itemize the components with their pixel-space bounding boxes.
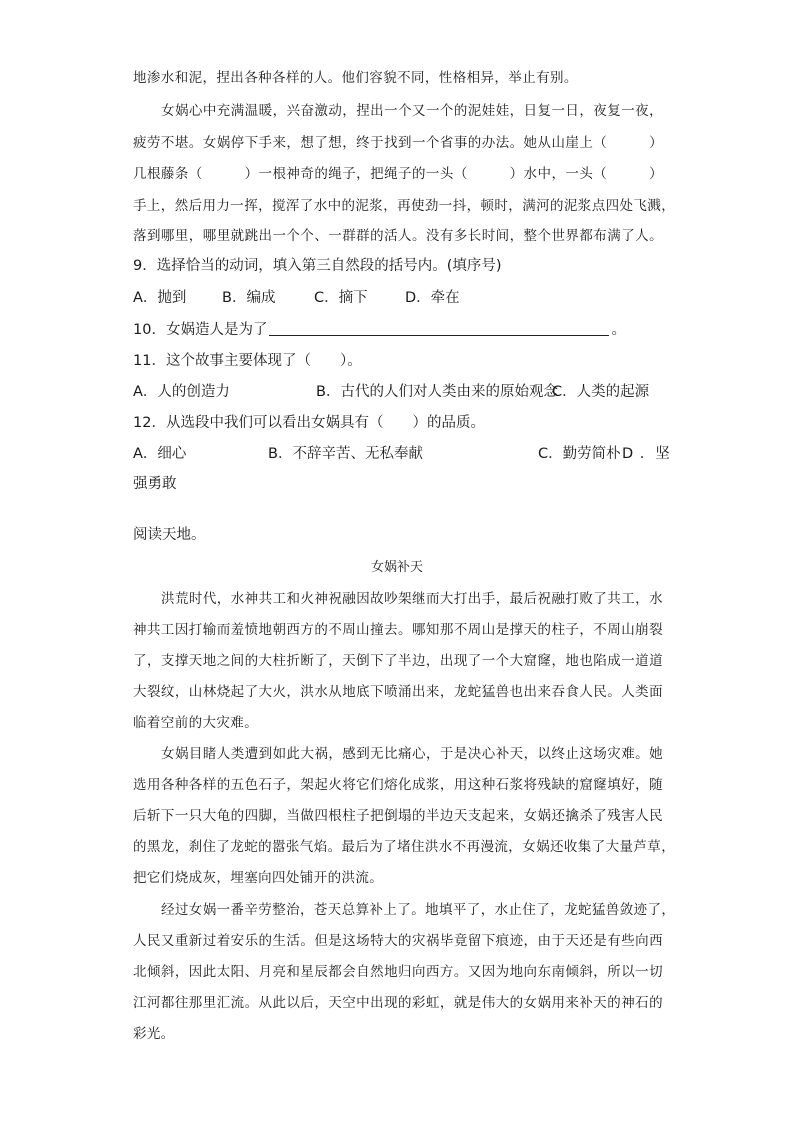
q11-option-a[interactable]: A．人的创造力 [133,384,230,400]
passage2-line: 江河都往那里汇流。从此以后，天空中出现的彩虹，就是伟大的女娲用来补天的神石的 [133,995,663,1011]
q12-option-a[interactable]: A．细心 [133,446,187,462]
passage2-line: 临着空前的大灾难。 [133,715,259,731]
passage1-line: 手上，然后用力一挥，搅浑了水中的泥浆，再使劲一抖，顿时，满河的泥浆点四处飞溅， [133,198,676,214]
question-10-end: 。 [611,322,626,338]
q11-option-c[interactable]: C．人类的起源 [552,384,650,400]
passage2-line: 后斩下一只大龟的四脚，当做四根柱子把倒塌的半边天支起来，女娲还擒杀了残害人民 [133,808,663,824]
passage2-line: 彩光。 [133,1026,175,1042]
passage2-line: 把它们烧成灰，埋塞向四处铺开的洪流。 [133,870,384,886]
q9-option-c[interactable]: C．摘下 [314,290,368,306]
q12-option-c[interactable]: C．勤劳简朴 [538,446,621,462]
passage1-line: 几根藤条（ ）一根神奇的绳子，把绳子的一头（ ）水中，一头（ ） [133,166,663,182]
question-9-stem: 9．选择恰当的动词，填入第三自然段的括号内。(填序号) [133,258,502,274]
q12-option-d[interactable]: D ．坚 [622,446,671,462]
passage1-line: 疲劳不堪。女娲停下手来，想了想，终于找到一个省事的办法。她从山崖上（ ） [133,135,663,151]
q12-option-b[interactable]: B．不辞辛苦、无私奉献 [268,446,423,462]
passage2-line: 北倾斜，因此太阳、月亮和星辰都会自然地归向西方。又因为地向东南倾斜，所以一切 [133,964,663,980]
passage1-line: 地渗水和泥，捏出各种各样的人。他们容貌不同，性格相异，举止有别。 [133,70,578,86]
question-10 [133,318,663,339]
question-10-stem: 10．女娲造人是为了 [133,322,268,338]
q9-option-a[interactable]: A．抛到 [133,290,187,306]
passage2-line: 选用各种各样的五色石子，架起火将它们熔化成浆，用这种石浆将残缺的窟窿填好，随 [133,777,663,793]
passage2-line: 女娲目睹人类遭到如此大祸，感到无比痛心，于是决心补天，以终止这场灾难。她 [161,746,663,762]
section-heading: 阅读天地。 [133,527,206,543]
passage2-line: 神共工因打输而羞愤地朝西方的不周山撞去。哪知那不周山是撑天的柱子，不周山崩裂 [133,622,663,638]
q11-option-b[interactable]: B．古代的人们对人类由来的原始观念 [316,384,558,400]
passage2-line: 人民又重新过着安乐的生活。但是这场特大的灾祸毕竟留下痕迹，由于天还是有些向西 [133,933,663,949]
q9-option-b[interactable]: B．编成 [222,290,276,306]
passage1-line: 女娲心中充满温暖，兴奋激动，捏出一个又一个的泥娃娃，日复一日，夜复一夜， [161,103,663,119]
question-11-stem: 11．这个故事主要体现了（ ）。 [133,353,362,369]
q12-option-d-continued: 强勇敢 [133,476,177,492]
passage2-line: 经过女娲一番辛劳整治，苍天总算补上了。地填平了，水止住了，龙蛇猛兽敛迹了， [161,902,676,918]
passage-title: 女娲补天 [370,560,423,575]
passage2-line: 的黑龙，刹住了龙蛇的嚣张气焰。最后为了堵住洪水不再漫流，女娲还收集了大量芦草， [133,839,676,855]
passage1-line: 落到哪里，哪里就跳出一个个、一群群的活人。没有多长时间，整个世界都布满了人。 [133,228,663,244]
passage2-line: 了，支撑天地之间的大柱折断了，天倒下了半边，出现了一个大窟窿，地也陷成一道道 [133,653,663,669]
q9-option-d[interactable]: D．牵在 [405,290,460,306]
passage2-line: 洪荒时代，水神共工和火神祝融因故吵架继而大打出手，最后祝融打败了共工，水 [161,591,663,607]
question-12-stem: 12．从选段中我们可以看出女娲具有（ ）的品质。 [133,415,485,431]
passage2-line: 大裂纹，山林烧起了大火，洪水从地底下喷涌出来，龙蛇猛兽也出来吞食人民。人类面 [133,684,663,700]
answer-blank[interactable] [269,321,609,336]
